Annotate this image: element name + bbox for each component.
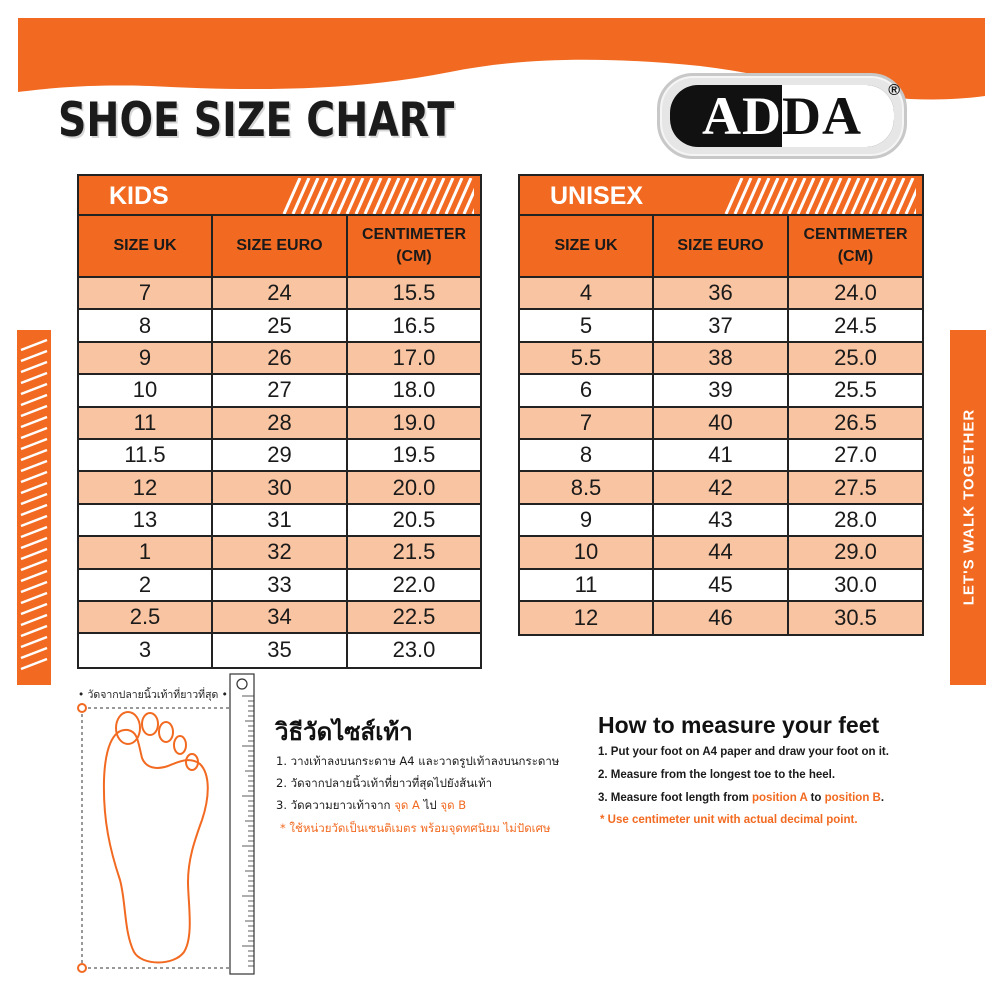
table-cell: 12 bbox=[79, 472, 213, 502]
page-title: SHOE SIZE CHART bbox=[58, 93, 455, 148]
table-cell: 7 bbox=[79, 278, 213, 308]
kids-table-title: KIDS bbox=[109, 182, 169, 210]
table-cell: 39 bbox=[654, 375, 789, 405]
table-cell: 22.0 bbox=[392, 571, 436, 597]
table-row bbox=[79, 570, 480, 602]
table-cell: 20.5 bbox=[392, 506, 436, 532]
table-row bbox=[79, 343, 480, 375]
table-row bbox=[79, 472, 480, 504]
table-cell: 8 bbox=[520, 440, 654, 470]
table-cell: 3 bbox=[79, 634, 213, 666]
english-step-3-end: . bbox=[880, 792, 885, 804]
table-row bbox=[520, 472, 922, 504]
table-cell: 5.5 bbox=[520, 343, 654, 373]
foot-illustration bbox=[70, 670, 265, 980]
table-cell: 8.5 bbox=[520, 472, 654, 502]
table-cell: 32 bbox=[213, 537, 348, 567]
table-cell: 5 bbox=[520, 310, 654, 340]
table-cell: 8 bbox=[79, 310, 213, 340]
brand-logo bbox=[657, 73, 907, 159]
table-cell: 12 bbox=[520, 602, 654, 634]
table-cell: 30 bbox=[213, 472, 348, 502]
column-header: CENTIMETER (CM) bbox=[803, 226, 908, 265]
table-cell: 33 bbox=[213, 570, 348, 600]
table-cell: 11 bbox=[520, 570, 654, 600]
table-row bbox=[520, 440, 922, 472]
table-cell: 21.5 bbox=[392, 539, 436, 565]
kids-size-table bbox=[77, 174, 482, 669]
brand-name: ADDA bbox=[702, 86, 862, 146]
unisex-table-title: UNISEX bbox=[550, 182, 644, 210]
column-header: SIZE UK bbox=[79, 216, 213, 276]
table-cell: 28 bbox=[213, 408, 348, 438]
table-cell: 10 bbox=[79, 375, 213, 405]
table-row bbox=[79, 408, 480, 440]
table-cell: 35 bbox=[213, 634, 348, 666]
thai-step-1: 1. วางเท้าลงบนกระดาษ A4 และวาดรูปเท้าลงบนกระดาษ bbox=[276, 754, 560, 768]
table-cell: 24.0 bbox=[834, 280, 877, 306]
unisex-column-headers bbox=[520, 216, 922, 278]
thai-step-2: 2. วัดจากปลายนิ้วเท้าที่ยาวที่สุดไปยังส้นเท้า bbox=[276, 776, 493, 790]
table-cell: 30.0 bbox=[834, 571, 877, 597]
table-row bbox=[79, 310, 480, 342]
table-cell: 25.0 bbox=[834, 344, 877, 370]
table-cell: 9 bbox=[520, 505, 654, 535]
table-row bbox=[79, 440, 480, 472]
english-step-3-mid: to bbox=[807, 792, 825, 804]
table-cell: 34 bbox=[213, 602, 348, 632]
table-cell: 31 bbox=[213, 505, 348, 535]
thai-step-3-mid: ไป bbox=[419, 798, 441, 812]
table-cell: 41 bbox=[654, 440, 789, 470]
table-row bbox=[520, 375, 922, 407]
english-step-3 bbox=[598, 792, 884, 804]
registered-mark: ® bbox=[888, 82, 900, 99]
table-cell: 2.5 bbox=[79, 602, 213, 632]
table-cell: 18.0 bbox=[392, 377, 436, 403]
table-cell: 29.0 bbox=[834, 539, 877, 565]
table-cell: 16.5 bbox=[392, 312, 436, 338]
table-cell: 24 bbox=[213, 278, 348, 308]
table-cell: 20.0 bbox=[392, 474, 436, 500]
left-side-banner bbox=[17, 330, 51, 685]
table-cell: 11.5 bbox=[79, 440, 213, 470]
table-cell: 43 bbox=[654, 505, 789, 535]
table-row bbox=[520, 343, 922, 375]
table-cell: 26.5 bbox=[834, 409, 877, 435]
english-position-a: position A bbox=[752, 792, 808, 804]
table-cell: 38 bbox=[654, 343, 789, 373]
kids-column-headers bbox=[79, 216, 480, 278]
table-cell: 27.5 bbox=[834, 474, 877, 500]
slogan-text: LET'S WALK TOGETHER bbox=[960, 408, 978, 606]
english-step-2: 2. Measure from the longest toe to the heel. bbox=[598, 769, 836, 781]
table-cell: 9 bbox=[79, 343, 213, 373]
column-header: SIZE EURO bbox=[654, 216, 789, 276]
table-row bbox=[520, 602, 922, 634]
unisex-table-header bbox=[520, 176, 922, 216]
table-cell: 4 bbox=[520, 278, 654, 308]
table-cell: 26 bbox=[213, 343, 348, 373]
table-cell: 7 bbox=[520, 408, 654, 438]
column-header: SIZE UK bbox=[520, 216, 654, 276]
thai-note: * ใช้หน่วยวัดเป็นเซนติเมตร พร้อมจุดทศนิยม ไม่ปัดเศษ bbox=[280, 821, 551, 835]
kids-table-body bbox=[79, 278, 480, 667]
english-note: * Use centimeter unit with actual decimal point. bbox=[600, 814, 858, 826]
table-row bbox=[79, 375, 480, 407]
table-cell: 15.5 bbox=[392, 280, 436, 306]
table-cell: 17.0 bbox=[392, 344, 436, 370]
table-cell: 1 bbox=[79, 537, 213, 567]
table-cell: 19.5 bbox=[392, 442, 436, 468]
table-cell: 29 bbox=[213, 440, 348, 470]
table-row bbox=[520, 570, 922, 602]
table-cell: 2 bbox=[79, 570, 213, 600]
thai-instructions-title: วิธีวัดไซส์เท้า bbox=[275, 718, 413, 746]
table-cell: 25 bbox=[213, 310, 348, 340]
english-instructions-title: How to measure your feet bbox=[598, 712, 880, 738]
table-row bbox=[79, 537, 480, 569]
table-cell: 46 bbox=[654, 602, 789, 634]
table-cell: 44 bbox=[654, 537, 789, 567]
table-cell: 25.5 bbox=[834, 377, 877, 403]
english-position-b: position B bbox=[824, 792, 881, 804]
table-cell: 6 bbox=[520, 375, 654, 405]
table-row bbox=[520, 505, 922, 537]
table-row bbox=[79, 505, 480, 537]
table-row bbox=[79, 602, 480, 634]
table-cell: 40 bbox=[654, 408, 789, 438]
unisex-size-table bbox=[518, 174, 924, 636]
thai-point-b: จุด B bbox=[440, 798, 467, 812]
table-cell: 27.0 bbox=[834, 442, 877, 468]
table-row bbox=[520, 278, 922, 310]
table-cell: 28.0 bbox=[834, 506, 877, 532]
table-cell: 42 bbox=[654, 472, 789, 502]
table-row bbox=[79, 278, 480, 310]
table-cell: 27 bbox=[213, 375, 348, 405]
table-cell: 45 bbox=[654, 570, 789, 600]
table-cell: 23.0 bbox=[392, 637, 436, 663]
table-cell: 36 bbox=[654, 278, 789, 308]
foot-caption: • วัดจากปลายนิ้วเท้าที่ยาวที่สุด • bbox=[78, 689, 228, 701]
table-cell: 24.5 bbox=[834, 312, 877, 338]
english-step-3-prefix: 3. Measure foot length from bbox=[598, 792, 752, 804]
stripes-decoration bbox=[274, 178, 474, 214]
table-cell: 10 bbox=[520, 537, 654, 567]
table-row bbox=[520, 537, 922, 569]
kids-table-header bbox=[79, 176, 480, 216]
thai-step-3 bbox=[276, 797, 466, 815]
thai-point-a: จุด A bbox=[394, 798, 420, 812]
table-row bbox=[520, 408, 922, 440]
table-cell: 22.5 bbox=[392, 604, 436, 630]
point-b-marker bbox=[78, 964, 86, 972]
table-cell: 30.5 bbox=[834, 605, 877, 631]
table-row bbox=[79, 634, 480, 666]
thai-step-3-prefix: 3. วัดความยาวเท้าจาก bbox=[276, 798, 395, 812]
table-row bbox=[520, 310, 922, 342]
column-header: CENTIMETER (CM) bbox=[362, 226, 466, 265]
column-header: SIZE EURO bbox=[213, 216, 348, 276]
english-step-1: 1. Put your foot on A4 paper and draw your foot on it. bbox=[598, 746, 889, 758]
table-cell: 19.0 bbox=[392, 409, 436, 435]
table-cell: 13 bbox=[79, 505, 213, 535]
table-cell: 37 bbox=[654, 310, 789, 340]
unisex-table-body bbox=[520, 278, 922, 634]
point-a-marker bbox=[78, 704, 86, 712]
table-cell: 11 bbox=[79, 408, 213, 438]
stripes-decoration bbox=[716, 178, 916, 214]
